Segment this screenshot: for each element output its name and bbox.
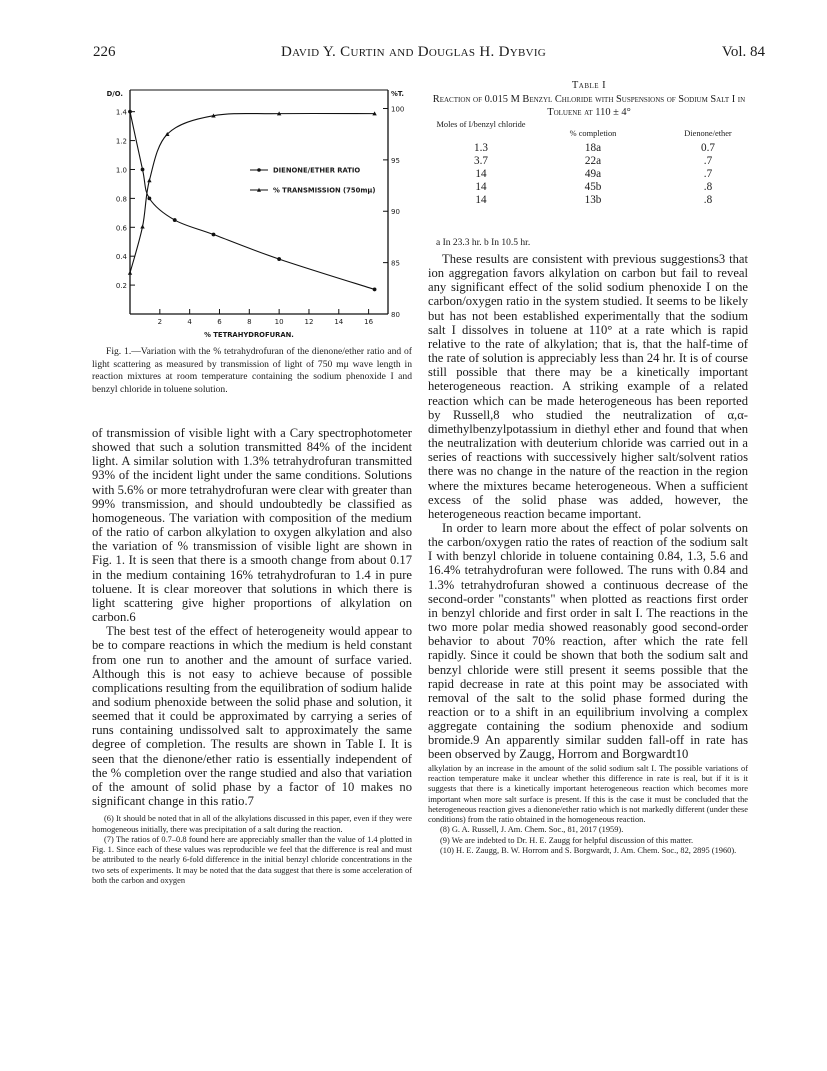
data-point bbox=[128, 110, 132, 114]
legend-entry: % TRANSMISSION (750mμ) bbox=[273, 186, 376, 195]
x-tick-label: 10 bbox=[274, 318, 284, 326]
x-tick-label: 16 bbox=[364, 318, 374, 326]
series-line bbox=[130, 112, 375, 290]
table-cell: 14 bbox=[475, 168, 487, 180]
data-point bbox=[212, 233, 216, 237]
x-tick-label: 14 bbox=[334, 318, 344, 326]
x-tick-label: 6 bbox=[217, 318, 222, 326]
table-cell: 0.7 bbox=[701, 142, 715, 154]
y-right-tick-label: 95 bbox=[391, 156, 400, 165]
footnote-7: (7) The ratios of 0.7–0.8 found here are appreciably smaller than the value of 1.4 plotted in Fig. 1. Since each of these values was reproducible we feel that the difference is real and must be attributed to the nearly 6-fold difference in the initial benzyl chloride concentrations in the two sets of experiments. It may be noted that the data suggest that there is some acceleration of both the carbon and oxygen bbox=[92, 834, 412, 885]
volume-label: Vol. 84 bbox=[721, 44, 765, 60]
table-caption: Reaction of 0.015 M Benzyl Chloride with Suspensions of Sodium Salt I in Toluene at 110 ± 4° bbox=[432, 94, 746, 118]
table-label: Table I bbox=[571, 80, 607, 91]
data-point bbox=[277, 257, 281, 261]
y-right-tick-label: 85 bbox=[391, 259, 400, 268]
y-left-tick-label: 0.2 bbox=[115, 282, 127, 291]
figure-1-caption: Fig. 1.—Variation with the % tetrahydrofuran of the dienone/ether ratio and of light scattering as measured by transmission of light of 750 mμ wave length in reaction mixtures at room temperature containing the sodium phenoxide I and benzyl chloride in toluene solution. bbox=[92, 346, 412, 395]
paragraph: These results are consistent with previous suggestions3 that ion aggregation favors alkylation on carbon but fail to reveal any significant effect of the solid sodium phenoxide I on the carbon/oxygen ratio in the system studied. It seems to be likely but has not been established experimentally that the sodium salt I dissolves in toluene at 110° at a rate which is rapid relative to the rate of alkylation; that is, that the half-time of the rate of solution is appreciably less than 24 hr. It is of course still possible that there may be a kinetically important heterogeneous reaction. A striking example of a related reaction which can be made heterogeneous has been reported by Russell,8 who studied the neutralization of α,α-dimethylbenzylpotassium in diethyl ether and found that when the neutralization with deuterium chloride was carried out in a series of reactions with successively higher salt/solvent ratios there was no change in the nature of the reaction in the region where the mixtures became heterogeneous. When a sufficient excess of the solid phase was added, however, the heterogeneous reaction became important. bbox=[428, 252, 748, 521]
data-point bbox=[173, 218, 177, 222]
table-notes: a In 23.3 hr. b In 10.5 hr. bbox=[436, 238, 531, 248]
right-column bbox=[428, 252, 748, 856]
y-left-axis-label: D/O. bbox=[106, 90, 123, 98]
table-cell: 18a bbox=[584, 142, 602, 154]
running-head-authors: David Y. Curtin and Douglas H. Dybvig bbox=[280, 44, 547, 60]
data-point bbox=[140, 224, 144, 228]
table-cell: .8 bbox=[703, 181, 713, 193]
left-column bbox=[92, 426, 412, 886]
footnote-10: (10) H. E. Zaugg, B. W. Horrom and S. Borgwardt, J. Am. Chem. Soc., 82, 2895 (1960). bbox=[440, 846, 737, 855]
y-right-axis-label: %T. bbox=[391, 90, 404, 98]
y-left-tick-label: 0.4 bbox=[115, 253, 127, 262]
table-cell: 14 bbox=[475, 181, 487, 193]
table-cell: 22a bbox=[584, 155, 602, 167]
paragraph: The best test of the effect of heterogeneity would appear to be to compare reactions in which the medium is held constant from one run to another and the amount of surface varied. Although this is not easy to achieve because of possible complications resulting from the equilibration of sodium halide and sodium phenoxide between the solid phase and solution, it seemed that it could be approximated by carrying a series of runs containing undissolved salt to approximately the same degree of completion. The results are shown in Table I. It is seen that the dienone/ether ratio is essentially independent of the % completion over the range studied and also that variation of the amount of solid phase by a factor of 10 makes no significant change in this ratio.7 bbox=[92, 624, 412, 809]
table-cell: 1.3 bbox=[474, 142, 488, 154]
table-cell: 14 bbox=[475, 194, 487, 206]
y-left-tick-label: 1.4 bbox=[115, 108, 127, 117]
y-left-tick-label: 1.0 bbox=[115, 166, 127, 175]
footnote-6: (6) It should be noted that in all of the alkylations discussed in this paper, even if they were homogeneous initially, there was precipitation of a salt during the reaction. bbox=[92, 814, 412, 834]
paragraph: of transmission of visible light with a Cary spectrophotometer showed that such a solution transmitted 84% of the incident light. A similar solution with 1.3% tetrahydrofuran transmitted 93% of the incident light under the same conditions. Solutions with 5.6% or more tetrahydrofuran were clear with greater than 99% transmission, and should undoubtedly be classified as homogeneous. The variation with composition of the medium of the ratio of carbon alkylation to oxygen alkylation and also the variation of % transmission of visible light are shown in Fig. 1. It is seen that there is a smooth change from about 0.17 in the medium containing 16% tetrahydrofuran to 1.4 in pure toluene. It is clear moreover that solutions in which there is light scattering give higher proportions of alkylation on carbon.6 bbox=[92, 426, 412, 625]
paragraph: In order to learn more about the effect of polar solvents on the carbon/oxygen ratio the rates of reaction of the sodium salt I with benzyl chloride in toluene containing 0.84, 1.3, 5.6 and 16.4% tetrahydrofuran were followed. The runs with 0.84 and 1.3% tetrahydrofuran showed a continuous decrease of the second-order "constants" when plotted as reactions first order in benzyl chloride and first order in salt I. The reactions in the two more polar media showed reasonably good second-order behavior to about 70% reaction, after which the rate fell rapidly. Since it could be shown that both the sodium salt and benzyl chloride were still present it seems possible that the rapid decrease in rate at this point may be associated with removal of the salt to the solid phase formed during the reaction or to a shift in an equilibrium involving a complex aggregate containing the sodium phenoxide and sodium bromide.9 An apparently similar sudden fall-off in rate has been observed by Zaugg, Horrom and Borgwardt10 bbox=[428, 520, 748, 762]
x-axis-label: % TETRAHYDROFURAN. bbox=[204, 331, 294, 339]
table-header-ratio: Dienone/ether bbox=[684, 129, 732, 138]
y-left-tick-label: 1.2 bbox=[115, 137, 127, 146]
legend-marker bbox=[257, 168, 261, 172]
figure-1-chart bbox=[92, 76, 422, 344]
table-cell: 3.7 bbox=[474, 155, 488, 167]
x-tick-label: 8 bbox=[247, 318, 252, 326]
footnote-8: (8) G. A. Russell, J. Am. Chem. Soc., 81, 2017 (1959). bbox=[440, 825, 624, 835]
table-cell: .8 bbox=[703, 194, 713, 206]
x-tick-label: 12 bbox=[304, 318, 314, 326]
y-right-tick-label: 100 bbox=[391, 105, 405, 114]
table-header-moles: Moles of I/benzyl chloride bbox=[436, 120, 526, 129]
table-cell: 45b bbox=[584, 181, 602, 193]
data-point bbox=[147, 196, 151, 200]
y-left-tick-label: 0.6 bbox=[115, 224, 127, 233]
data-point bbox=[147, 178, 151, 182]
y-left-tick-label: 0.8 bbox=[115, 195, 127, 204]
table-header-completion: % completion bbox=[569, 129, 617, 138]
data-point bbox=[373, 288, 377, 292]
page-number: 226 bbox=[93, 44, 116, 60]
table-cell: .7 bbox=[703, 155, 713, 167]
data-point bbox=[141, 168, 145, 172]
y-right-tick-label: 80 bbox=[391, 311, 400, 319]
data-point bbox=[128, 271, 132, 275]
legend-entry: DIENONE/ETHER RATIO bbox=[273, 166, 361, 175]
x-tick-label: 2 bbox=[157, 318, 163, 326]
footnote-9: (9) We are indebted to Dr. H. E. Zaugg for helpful discussion of this matter. bbox=[440, 835, 694, 845]
footnote-7-continued: alkylation by an increase in the amount of the solid sodium salt I. The possible variations of reaction temperature make it unclear whether this difference in rate is real, but if it is it suggests that there is a kinetically important heterogeneous reaction which becomes more important when more salt surface is present. If this is the case it must be concluded that the heterogeneous reaction gives a dienone/ether ratio which is not markedly different (under these conditions) from the ratio obtained in the homogeneous reaction. bbox=[428, 763, 748, 825]
table-cell: 13b bbox=[584, 194, 602, 206]
y-right-tick-label: 90 bbox=[391, 208, 400, 217]
table-cell: .7 bbox=[703, 168, 713, 180]
x-tick-label: 4 bbox=[187, 318, 192, 326]
table-cell: 49a bbox=[584, 168, 602, 180]
